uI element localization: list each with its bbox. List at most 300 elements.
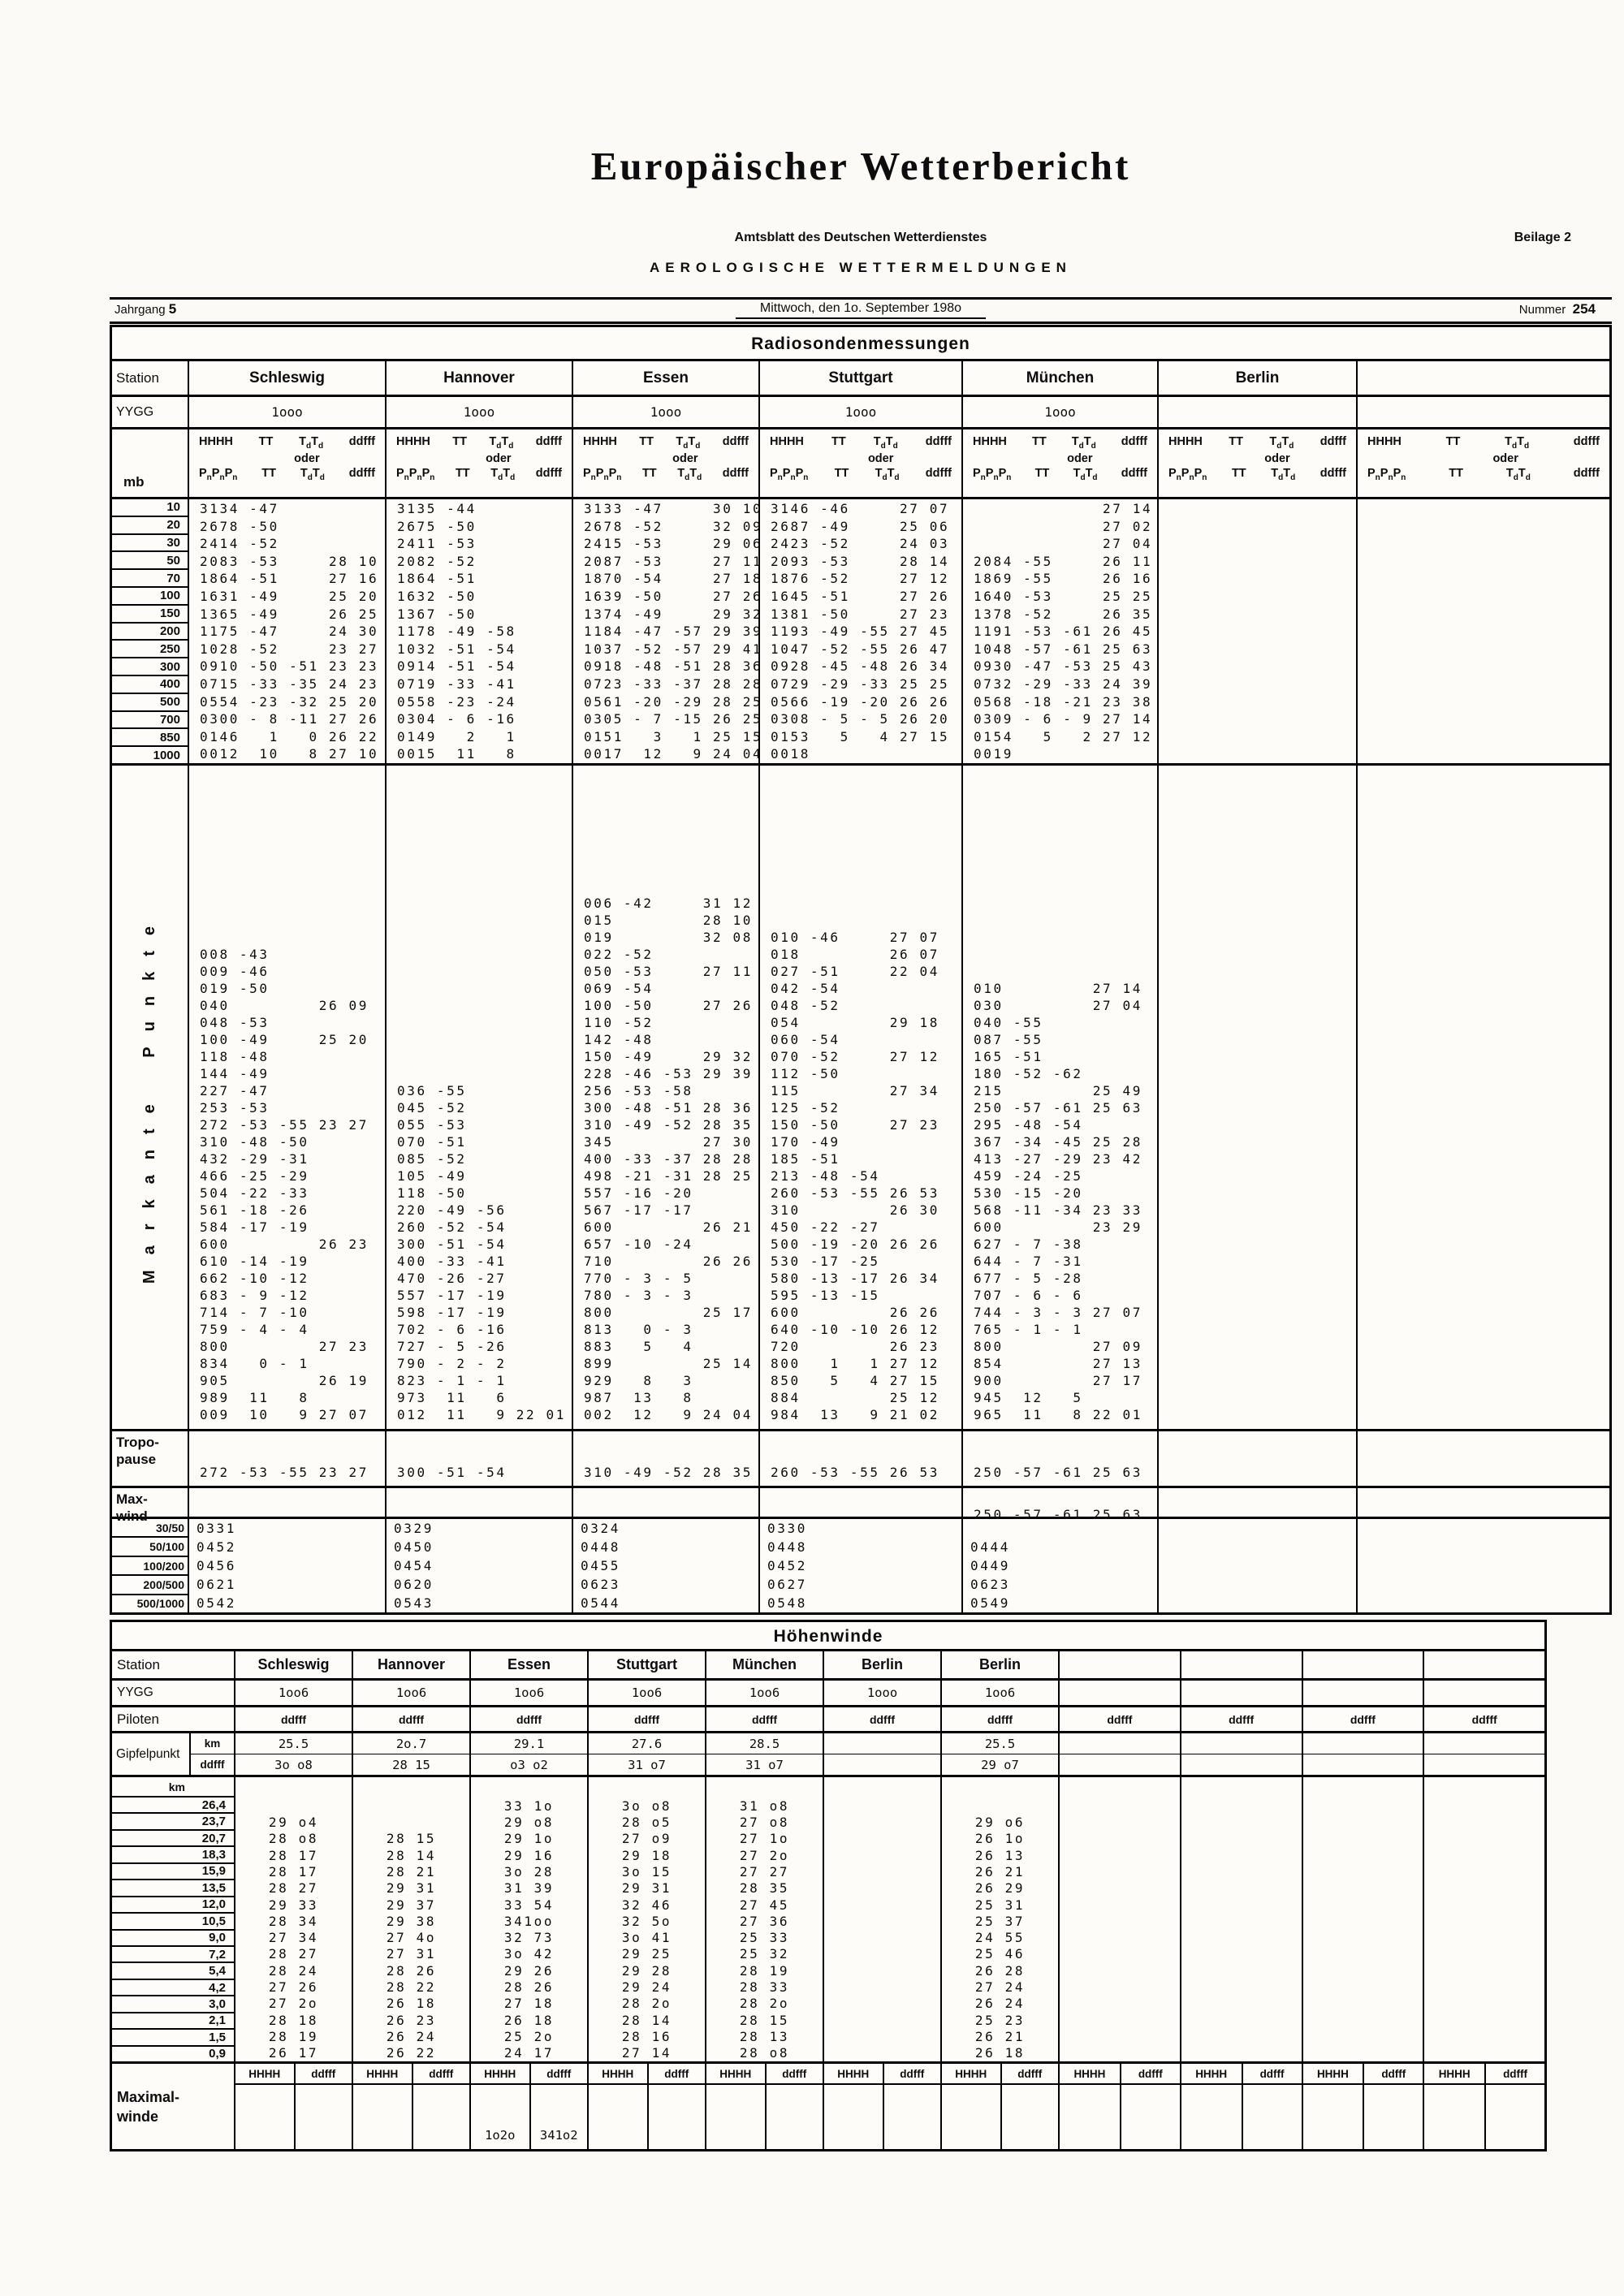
- data-line: 765 - 1 - 1: [974, 1322, 1083, 1337]
- header-token: $P_nP_nP_n$: [396, 466, 435, 482]
- maximalwinde-ddfff-header: ddfff: [883, 2064, 941, 2085]
- km-row-labels: [112, 1777, 234, 2061]
- gipfelpunkt-cell: [234, 1733, 352, 1775]
- wind-column: [823, 1777, 940, 2061]
- data-line: 432 -29 -31: [200, 1151, 309, 1167]
- wind-value: [1424, 1979, 1544, 1995]
- data-line: 1028 -52 23 27: [200, 641, 379, 657]
- wind-value: [1424, 1962, 1544, 1979]
- data-line: 400 -33 -41: [397, 1254, 507, 1269]
- data-line: 118 -48: [200, 1049, 270, 1064]
- wind-value: 28 17: [268, 1847, 319, 1863]
- header-token: $T_dT_d$: [873, 435, 898, 451]
- header-token: ddfff: [348, 435, 375, 448]
- column-header-line1: [199, 435, 375, 451]
- data-line: 1645 -51 27 26: [771, 588, 950, 604]
- maximalwinde-hhhh-value: [824, 2085, 883, 2149]
- data-line: 260 -53 -55 26 53: [771, 1465, 939, 1480]
- data-line: 0566 -19 -20 26 26: [771, 693, 950, 710]
- data-line: 710 26 26: [584, 1254, 753, 1269]
- data-line: 220 -49 -56: [397, 1202, 507, 1218]
- data-line: 965 11 8 22 01: [974, 1407, 1142, 1422]
- data-line: 0554 -23 -32 25 20: [200, 693, 379, 710]
- data-line: 1047 -52 -55 26 47: [771, 641, 950, 657]
- wind-value: 25 31: [974, 1897, 1026, 1913]
- data-line: 009 -46: [200, 964, 270, 979]
- gipfelpunkt-ddfff-value: [1060, 1754, 1180, 1775]
- tropopause-cell: [385, 1431, 572, 1486]
- pressure-level-label: 70: [112, 570, 188, 588]
- tropopause-label: [112, 1431, 188, 1486]
- data-line: [1368, 553, 1609, 571]
- yygg-value: 1ooo: [758, 397, 961, 427]
- data-line: 883 5 4: [584, 1339, 693, 1354]
- wind-value: 28 33: [739, 1979, 790, 1996]
- wind-column: [1423, 1777, 1544, 2061]
- yygg-value: 1ooo: [961, 397, 1157, 427]
- wind-value: 29 37: [386, 1897, 437, 1913]
- station-name: Schleswig: [234, 1651, 352, 1678]
- wind-value: 24 55: [974, 1930, 1026, 1946]
- pressure-level-label: 850: [112, 729, 188, 747]
- wind-value: [1303, 2045, 1423, 2061]
- header-token: HHHH: [583, 435, 617, 448]
- markante-punkte-label-cell: [112, 766, 188, 1429]
- maximalwinde-ddfff-header: ddfff: [529, 2064, 588, 2085]
- data-line: [1169, 535, 1356, 553]
- data-line: 2411 -53: [397, 536, 477, 552]
- wind-column: [1058, 1777, 1180, 2061]
- data-line: 413 -27 -29 23 42: [974, 1151, 1142, 1167]
- wind-value: 28 o5: [621, 1814, 672, 1830]
- data-line: 015 28 10: [584, 913, 753, 928]
- data-line: [1365, 1538, 1609, 1556]
- data-line: 272 -53 -55 23 27: [200, 1465, 369, 1480]
- data-line: [1368, 518, 1609, 536]
- data-line: 780 - 3 - 3: [584, 1288, 693, 1303]
- maximalwinde-ddfff-value: [1484, 2085, 1544, 2149]
- maxwind-label-line: wind: [116, 1508, 148, 1524]
- data-line: 1365 -49 26 25: [200, 606, 379, 622]
- wind-value: [1424, 1897, 1544, 1913]
- wind-value: 26 1o: [974, 1831, 1026, 1847]
- station-name: München: [705, 1651, 823, 1678]
- wind-value: [1060, 1814, 1180, 1830]
- data-line: 0012 10 8 27 10: [200, 746, 379, 762]
- gipfelpunkt-ddfff-value: 31 o7: [745, 1757, 784, 1772]
- maximalwinde-ddfff-header: ddfff: [765, 2064, 823, 2085]
- data-line: [1169, 588, 1356, 606]
- data-line: 019 32 08: [584, 930, 753, 945]
- header-token: HHHH: [770, 435, 804, 448]
- data-line: 450 -22 -27: [771, 1219, 880, 1235]
- piloten-ddfff-label: ddfff: [469, 1707, 587, 1731]
- data-line: 185 -51: [771, 1151, 840, 1167]
- wind-value: 29 24: [621, 1979, 672, 1996]
- wind-value: [1060, 1880, 1180, 1897]
- header-token: ddfff: [1320, 466, 1346, 480]
- data-line: 610 -14 -19: [200, 1254, 309, 1269]
- data-line: 036 -55: [397, 1083, 467, 1098]
- data-line: 644 - 7 -31: [974, 1254, 1083, 1269]
- header-token: ddfff: [1573, 435, 1600, 448]
- pressure-level-label: 20: [112, 517, 188, 535]
- maximalwinde-ddfff-header: ddfff: [294, 2064, 352, 2085]
- data-line: 1184 -47 -57 29 39: [584, 624, 763, 640]
- maximalwinde-hhhh-header: HHHH: [1060, 2064, 1120, 2085]
- pressure-level-column: [1157, 499, 1356, 763]
- data-line: 27 02: [974, 518, 1153, 534]
- shear-column: [758, 1519, 961, 1612]
- maximalwinde-ddfff-value: [765, 2085, 823, 2149]
- oder-label: oder: [1492, 451, 1518, 465]
- wind-value: 28 15: [386, 1831, 437, 1847]
- gipfelpunkt-km-value: 2o.7: [353, 1733, 469, 1754]
- data-line: 973 11 6: [397, 1390, 507, 1405]
- data-line: 018 26 07: [771, 947, 939, 962]
- data-line: 0928 -45 -48 26 34: [771, 658, 950, 675]
- data-line: 115 27 34: [771, 1083, 939, 1098]
- radiosonde-column-header-row: [112, 429, 1609, 499]
- data-line: 557 -17 -19: [397, 1288, 507, 1303]
- data-line: 0151 3 1 25 15: [584, 728, 763, 744]
- maximalwinde-cell: [234, 2064, 352, 2149]
- data-line: 0729 -29 -33 25 25: [771, 675, 950, 692]
- radiosonde-shear-block: [112, 1519, 1609, 1612]
- wind-value: 32 46: [621, 1897, 672, 1913]
- station-name: [1058, 1651, 1180, 1678]
- data-line: 1048 -57 -61 25 63: [974, 641, 1153, 657]
- wind-value: 28 o8: [268, 1831, 319, 1847]
- markante-punkte-column: [572, 766, 758, 1429]
- wind-value: [1303, 1962, 1423, 1979]
- maximalwinde-cell: [823, 2064, 940, 2149]
- data-line: 500 -19 -20 26 26: [771, 1236, 939, 1252]
- gipfelpunkt-cell: [469, 1733, 587, 1775]
- data-line: 0623: [581, 1577, 620, 1592]
- data-line: 929 8 3: [584, 1373, 693, 1388]
- data-line: 2423 -52 24 03: [771, 536, 950, 552]
- data-line: 0324: [581, 1521, 620, 1536]
- data-line: [1169, 1465, 1179, 1480]
- radiosonde-title: Radiosondenmessungen: [751, 334, 970, 353]
- wind-value: 26 18: [974, 2045, 1026, 2061]
- wind-value: 27 27: [739, 1863, 790, 1880]
- data-line: 0308 - 5 - 5 26 20: [771, 711, 950, 727]
- wind-value: [1181, 2028, 1302, 2044]
- station-name: [1356, 361, 1609, 395]
- data-line: [1169, 675, 1356, 693]
- wind-value: 28 16: [621, 2029, 672, 2045]
- wind-value: 27 o8: [739, 1814, 790, 1830]
- wind-value: [1181, 1814, 1302, 1830]
- wind-value: [1060, 1831, 1180, 1847]
- wind-value: [1303, 1913, 1423, 1929]
- column-header: [1356, 429, 1609, 497]
- header-token: TT: [1229, 435, 1244, 448]
- km-row-label: 7,2: [112, 1947, 234, 1963]
- data-line: 498 -21 -31 28 25: [584, 1168, 753, 1184]
- data-line: 310 26 30: [771, 1202, 939, 1218]
- data-line: 2687 -49 25 06: [771, 518, 950, 534]
- data-line: 142 -48: [584, 1032, 654, 1047]
- maximalwinde-ddfff-value: 341o2: [529, 2085, 588, 2149]
- wind-value: 28 21: [386, 1863, 437, 1880]
- wind-value: [824, 1913, 940, 1929]
- wind-value: [824, 1863, 940, 1880]
- data-line: 989 11 8: [200, 1390, 309, 1405]
- maximalwinde-hhhh-header: HHHH: [1181, 2064, 1242, 2085]
- wind-column: [940, 1777, 1058, 2061]
- header-token: $T_dT_d$: [1505, 466, 1531, 482]
- wind-value: [1424, 1863, 1544, 1880]
- station-name: Essen: [572, 361, 758, 395]
- yygg-label: YYGG: [117, 1685, 153, 1699]
- data-line: 580 -13 -17 26 34: [771, 1271, 939, 1286]
- data-line: 834 0 - 1: [200, 1356, 309, 1371]
- data-line: 030 27 04: [974, 998, 1142, 1013]
- tropopause-cell: [572, 1431, 758, 1486]
- data-line: 300 -48 -51 28 36: [584, 1100, 753, 1116]
- column-header-line1: [770, 435, 952, 451]
- wind-value: 29 o8: [503, 1814, 555, 1830]
- maximalwinde-hhhh-header: HHHH: [471, 2064, 529, 2085]
- pressure-level-label: 10: [112, 499, 188, 517]
- yygg-value: 1ooo: [823, 1681, 940, 1705]
- data-line: 600 26 26: [771, 1305, 939, 1320]
- gipfelpunkt-sublabels: [189, 1733, 234, 1775]
- wind-value: [824, 1798, 940, 1814]
- maximalwinde-hhhh-header: HHHH: [235, 2064, 294, 2085]
- data-line: 0715 -33 -35 24 23: [200, 675, 379, 692]
- gipfelpunkt-cell: [587, 1733, 705, 1775]
- data-line: 040 -55: [974, 1015, 1043, 1030]
- data-line: [1166, 1519, 1356, 1538]
- data-line: 0910 -50 -51 23 23: [200, 658, 379, 675]
- radiosonde-table: [110, 325, 1612, 1615]
- wind-value: [1424, 1847, 1544, 1863]
- wind-value: 26 24: [974, 1996, 1026, 2012]
- header-token: ddfff: [348, 466, 375, 480]
- data-line: 600 26 21: [584, 1219, 753, 1235]
- data-line: 3134 -47: [200, 501, 279, 516]
- data-line: 0930 -47 -53 25 43: [974, 658, 1153, 675]
- data-line: 1864 -51: [397, 571, 477, 587]
- wind-value: 29 31: [621, 1880, 672, 1897]
- wind-value: 26 18: [503, 2012, 555, 2028]
- data-line: 759 - 4 - 4: [200, 1322, 309, 1337]
- data-line: 884 25 12: [771, 1390, 939, 1405]
- yygg-value: 1ooo: [385, 397, 572, 427]
- header-token: TT: [1034, 466, 1050, 480]
- maximalwinde-ddfff-header: ddfff: [1120, 2064, 1180, 2085]
- pressure-level-labels: [112, 499, 188, 763]
- column-header: [961, 429, 1157, 497]
- oder-label: oder: [672, 451, 698, 465]
- maximalwinde-cell: [469, 2064, 587, 2149]
- wind-value: [1303, 1946, 1423, 1962]
- wind-value: 28 14: [621, 2012, 672, 2028]
- wind-value: [353, 1814, 469, 1830]
- data-line: 567 -17 -17: [584, 1202, 693, 1218]
- maximalwinde-cell: [1058, 2064, 1180, 2149]
- maximalwinde-cell: [587, 2064, 705, 2149]
- wind-value: [1181, 1863, 1302, 1880]
- header-token: $T_dT_d$: [677, 466, 702, 482]
- data-line: 0548: [767, 1595, 807, 1611]
- wind-value: [824, 1946, 940, 1962]
- header-token: HHHH: [1367, 435, 1402, 448]
- station-column-label: Station: [116, 369, 159, 386]
- maximalwinde-hhhh-header: HHHH: [1303, 2064, 1363, 2085]
- wind-value: 25 23: [974, 2012, 1026, 2028]
- data-line: [1368, 588, 1609, 606]
- pressure-level-column: [1356, 499, 1609, 763]
- data-line: 300 -51 -54: [397, 1465, 507, 1480]
- station-column-label: Station: [117, 1656, 160, 1672]
- data-line: 987 13 8: [584, 1390, 693, 1405]
- data-line: 1864 -51 27 16: [200, 571, 379, 587]
- data-line: 0018: [771, 746, 810, 762]
- piloten-ddfff-label: ddfff: [1423, 1707, 1544, 1731]
- page-title: Europäischer Wetterbericht: [590, 144, 1131, 188]
- data-line: 0330: [767, 1521, 807, 1536]
- data-line: [970, 1519, 1157, 1538]
- header-token: ddfff: [535, 435, 562, 448]
- shear-column: [1157, 1519, 1356, 1612]
- wind-value: [1181, 1880, 1302, 1897]
- wind-value: [824, 1847, 940, 1863]
- gipfelpunkt-km-value: [1303, 1733, 1423, 1754]
- data-line: 1639 -50 27 26: [584, 588, 763, 604]
- header-token: $T_dT_d$: [299, 435, 324, 451]
- data-line: 2678 -50: [200, 518, 279, 534]
- wind-value: [1181, 1996, 1302, 2012]
- wind-value: [1060, 2012, 1180, 2028]
- maximalwinde-hhhh-value: [706, 2085, 765, 2149]
- data-line: 677 - 5 -28: [974, 1271, 1083, 1286]
- data-line: 744 - 3 - 3 27 07: [974, 1305, 1142, 1320]
- data-line: 0449: [970, 1558, 1010, 1573]
- gipfelpunkt-km-value: 25.5: [942, 1733, 1058, 1754]
- header-token: HHHH: [973, 435, 1007, 448]
- shear-column: [961, 1519, 1157, 1612]
- hoehenwinde-table: [110, 1620, 1547, 2151]
- shear-column: [572, 1519, 758, 1612]
- data-line: 215 25 49: [974, 1083, 1142, 1098]
- gipfelpunkt-km-value: [1424, 1733, 1544, 1754]
- data-line: [1368, 500, 1609, 518]
- data-line: 055 -53: [397, 1117, 467, 1133]
- gipfelpunkt-ddfff-value: [824, 1754, 940, 1775]
- data-line: 002 12 9 24 04: [584, 1407, 753, 1422]
- data-line: 459 -24 -25: [974, 1168, 1083, 1184]
- pressure-level-label: 100: [112, 588, 188, 606]
- data-line: 100 -49 25 20: [200, 1032, 369, 1047]
- km-row-label: 20,7: [112, 1831, 234, 1847]
- data-line: 050 -53 27 11: [584, 964, 753, 979]
- data-line: 0719 -33 -41: [397, 675, 516, 692]
- data-line: 2084 -55 26 11: [974, 553, 1153, 569]
- wind-value: 27 26: [268, 1979, 319, 1996]
- data-line: 125 -52: [771, 1100, 840, 1116]
- data-line: 144 -49: [200, 1066, 270, 1081]
- wind-value: 27 4o: [386, 1930, 437, 1946]
- maximalwinde-ddfff-header: ddfff: [412, 2064, 470, 2085]
- header-token: ddfff: [925, 435, 952, 448]
- data-line: 0329: [394, 1521, 434, 1536]
- data-line: 070 -52 27 12: [771, 1049, 939, 1064]
- gipfelpunkt-ddfff-value: [1181, 1754, 1302, 1775]
- data-line: 945 12 5: [974, 1390, 1083, 1405]
- data-line: 1876 -52 27 12: [771, 571, 950, 587]
- header-token: $T_dT_d$: [489, 435, 514, 451]
- data-line: 584 -17 -19: [200, 1219, 309, 1235]
- wind-value: [1060, 1897, 1180, 1913]
- data-line: 0543: [394, 1595, 434, 1611]
- data-line: 530 -15 -20: [974, 1185, 1083, 1201]
- data-line: 165 -51: [974, 1049, 1043, 1064]
- maximalwinde-cell: [352, 2064, 469, 2149]
- shear-row-label: 200/500: [112, 1576, 188, 1595]
- data-line: 310 -49 -52 28 35: [584, 1465, 753, 1480]
- wind-value: [1424, 1996, 1544, 2012]
- data-line: 0305 - 7 -15 26 25: [584, 711, 763, 727]
- wind-value: 27 34: [268, 1930, 319, 1946]
- wind-value: [824, 1930, 940, 1946]
- data-line: [1365, 1519, 1609, 1538]
- yygg-value: 1oo6: [352, 1681, 469, 1705]
- piloten-label: Piloten: [117, 1711, 159, 1727]
- maximalwinde-label-line: winde: [117, 2108, 159, 2125]
- subtitle: Amtsblatt des Deutschen Wetterdienstes: [734, 231, 987, 244]
- wind-value: [1303, 1863, 1423, 1880]
- data-line: 009 10 9 27 07: [200, 1407, 369, 1422]
- wind-value: 29 38: [386, 1913, 437, 1929]
- yygg-label: YYGG: [116, 404, 154, 419]
- data-line: 213 -48 -54: [771, 1168, 880, 1184]
- markante-punkte-column: [188, 766, 385, 1429]
- data-line: 504 -22 -33: [200, 1185, 309, 1201]
- data-line: 854 27 13: [974, 1356, 1142, 1371]
- yygg-value: [1180, 1681, 1302, 1705]
- data-line: 070 -51: [397, 1134, 467, 1150]
- data-line: 1367 -50: [397, 606, 477, 622]
- data-line: 0149 2 1: [397, 728, 516, 744]
- hoehenwinde-yygg-row: [112, 1681, 1544, 1707]
- data-line: 367 -34 -45 25 28: [974, 1134, 1142, 1150]
- wind-value: 29 25: [621, 1946, 672, 1962]
- data-line: [1166, 1575, 1356, 1594]
- wind-value: 28 27: [268, 1946, 319, 1962]
- shear-row-label: 500/1000: [136, 1597, 184, 1611]
- wind-value: [1060, 1962, 1180, 1979]
- maximalwinde-hhhh-value: [589, 2085, 647, 2149]
- station-name: Hannover: [352, 1651, 469, 1678]
- header-token: TT: [1449, 466, 1463, 480]
- wind-value: 26 29: [974, 1880, 1026, 1897]
- header-token: $P_nP_nP_n$: [583, 466, 622, 482]
- data-line: 714 - 7 -10: [200, 1305, 309, 1320]
- markante-punkte-column: [1157, 766, 1356, 1429]
- data-line: 027 -51 22 04: [771, 964, 939, 979]
- data-line: 3146 -46 27 07: [771, 501, 950, 516]
- data-line: 054 29 18: [771, 1015, 939, 1030]
- wind-value: [1181, 1847, 1302, 1863]
- data-line: 27 04: [974, 536, 1153, 552]
- km-row-label: 4,2: [112, 1980, 234, 1996]
- km-row-label: 9,0: [112, 1931, 234, 1947]
